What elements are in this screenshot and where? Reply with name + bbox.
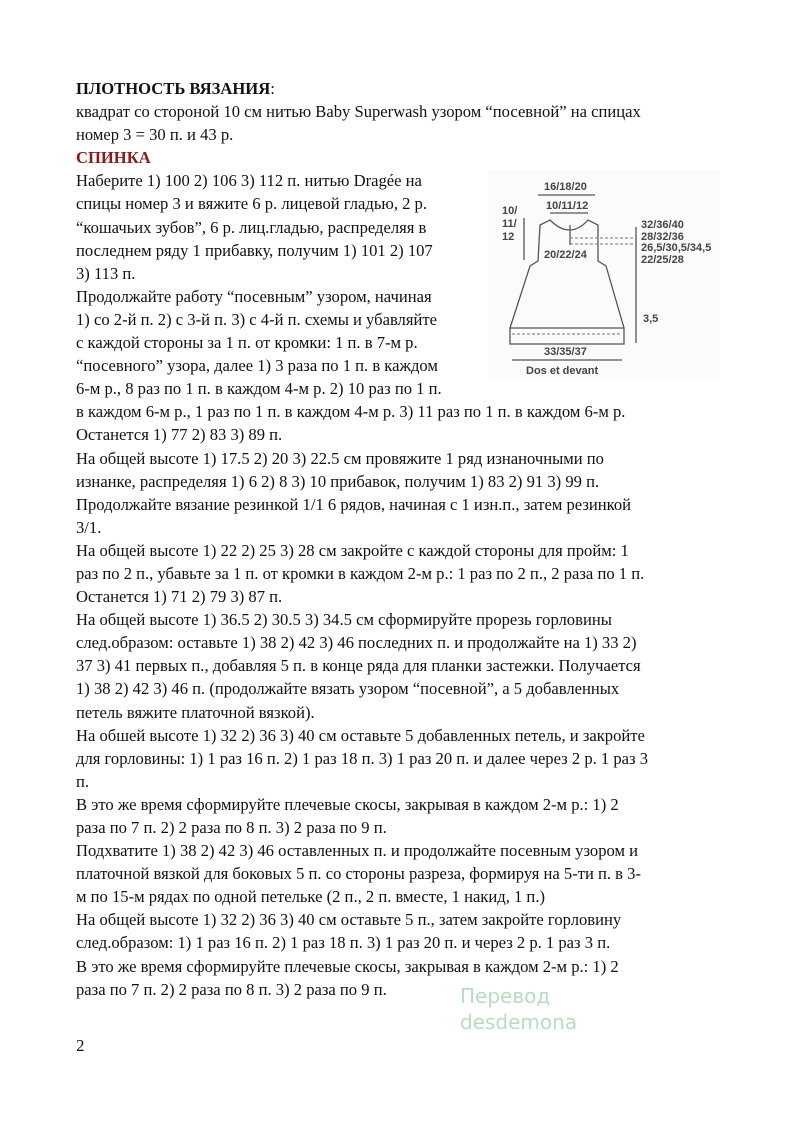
text-line: п. xyxy=(76,771,90,791)
diagram-bottom-width: 33/35/37 xyxy=(544,346,587,358)
text-line: Наберите 1) 100 2) 106 3) 112 п. нитью Dragée на xyxy=(76,171,422,191)
text-line: На общей высоте 1) 36.5 2) 30.5 3) 34.5 см сформируйте прорезь горловины xyxy=(76,610,612,630)
diagram-border-height: 3,5 xyxy=(643,313,659,325)
text-line: в каждом 6-м р., 1 раз по 1 п. в каждом 4-м р. 3) 11 раз по 1 п. в каждом 6-м р. xyxy=(76,402,626,422)
text-line: Останется 1) 77 2) 83 3) 89 п. xyxy=(76,425,283,445)
diagram-height-2: 28/32/36 xyxy=(641,231,684,243)
text-line: На общей высоте 1) 32 2) 36 3) 40 см оставьте 5 п., затем закройте горловину xyxy=(76,910,622,930)
text-line: для горловины: 1) 1 раз 16 п. 2) 1 раз 18 п. 3) 1 раз 20 п. и далее через 2 р. 1 раз 3 xyxy=(76,748,649,768)
text-line: след.образом: 1) 1 раз 16 п. 2) 1 раз 18 п. 3) 1 раз 20 п. и через 2 р. 1 раз 3 п. xyxy=(76,933,611,953)
text-line: петель вяжите платочной вязкой). xyxy=(76,702,315,722)
text-line: след.образом: оставьте 1) 38 2) 42 3) 46 последних п. и продолжайте на 1) 33 2) xyxy=(76,633,637,653)
schematic-diagram xyxy=(488,170,720,380)
text-line: На обшей высоте 1) 32 2) 36 3) 40 см оставьте 5 добавленных петель, и закройте xyxy=(76,725,645,745)
diagram-caption: Dos et devant xyxy=(526,365,599,377)
text-line: платочной вязкой для боковых 5 п. со стороны разреза, формируя на 5-ти п. в 3- xyxy=(76,864,641,884)
diagram-height-1: 32/36/40 xyxy=(641,219,684,231)
text-line: В это же время сформируйте плечевые скосы, закрывая в каждом 2-м р.: 1) 2 xyxy=(76,956,619,976)
watermark-line: desdemona xyxy=(460,1010,578,1034)
watermark xyxy=(460,983,577,1035)
gauge-paragraph xyxy=(76,100,726,146)
text-line: Продолжайте вязание резинкой 1/1 6 рядов, начиная с 1 изн.п., затем резинкой xyxy=(76,494,632,514)
text-line: 3) 113 п. xyxy=(76,263,136,283)
text-line: В это же время сформируйте плечевые скосы, закрывая в каждом 2-м р.: 1) 2 xyxy=(76,794,619,814)
text-line: с каждой стороны за 1 п. от кромки: 1 п. в 7-м р. xyxy=(76,333,418,353)
diagram-neck-width: 10/11/12 xyxy=(546,200,589,212)
gauge-heading-colon: : xyxy=(270,79,275,98)
text-line: Продолжайте работу “посевным” узором, начиная xyxy=(76,286,432,306)
diagram-armhole-3: 12 xyxy=(502,231,515,243)
text-line: “кошачьих зубов”, 6 р. лиц.гладью, распределяя в xyxy=(76,217,427,237)
diagram-armhole-1: 10/ xyxy=(502,205,518,217)
diagram-height-4: 22/25/28 xyxy=(641,254,684,266)
text-line: квадрат со стороной 10 см нитью Baby Superwash узором “посевной” на спицах xyxy=(76,102,641,122)
diagram-height-3: 26,5/30,5/34,5 xyxy=(641,242,712,254)
text-line: “посевного” узора, далее 1) 3 раза по 1 п. в каждом xyxy=(76,356,438,376)
text-line: 3/1. xyxy=(76,517,102,537)
diagram-shoulder-width: 16/18/20 xyxy=(544,181,587,193)
text-line: 1) со 2-й п. 2) с 3-й п. 3) с 4-й п. схемы и убавляйте xyxy=(76,309,437,329)
diagram-armhole-2: 11/ xyxy=(502,218,517,230)
diagram-chest-width: 20/22/24 xyxy=(544,249,587,261)
text-line: Подхватите 1) 38 2) 42 3) 46 оставленных п. и продолжайте посевным узором и xyxy=(76,841,639,861)
text-line: изнанке, распределяя 1) 6 2) 8 3) 10 прибавок, получим 1) 83 2) 91 3) 99 п. xyxy=(76,471,600,491)
back-heading: СПИНКА xyxy=(76,148,151,168)
text-line: 37 3) 41 первых п., добавляя 5 п. в конце ряда для планки застежки. Получается xyxy=(76,656,641,676)
gauge-heading-text: ПЛОТНОСТЬ ВЯЗАНИЯ xyxy=(76,79,271,98)
text-line: раза по 7 п. 2) 2 раза по 8 п. 3) 2 раза по 9 п. xyxy=(76,979,387,999)
text-line: раз по 2 п., убавьте за 1 п. от кромки в каждом 2-м р.: 1 раз по 2 п., 2 раза по 1 п. xyxy=(76,563,645,583)
gauge-heading xyxy=(76,77,726,100)
text-line: Останется 1) 71 2) 79 3) 87 п. xyxy=(76,587,283,607)
text-line: спицы номер 3 и вяжите 6 р. лицевой гладью, 2 р. xyxy=(76,194,428,214)
text-line: 6-м р., 8 раз по 1 п. в каждом 4-м р. 2) 10 раз по 1 п. xyxy=(76,379,442,399)
page-number: 2 xyxy=(76,1036,85,1055)
text-line: На общей высоте 1) 17.5 2) 20 3) 22.5 см провяжите 1 ряд изнаночными по xyxy=(76,448,604,468)
text-line: номер 3 = 30 п. и 43 р. xyxy=(76,125,234,145)
text-line: На общей высоте 1) 22 2) 25 3) 28 см закройте с каждой стороны для пройм: 1 xyxy=(76,540,629,560)
text-line: последнем ряду 1 прибавку, получим 1) 101 2) 107 xyxy=(76,240,433,260)
text-line: 1) 38 2) 42 3) 46 п. (продолжайте вязать узором “посевной”, а 5 добавленных xyxy=(76,679,620,699)
text-line: раза по 7 п. 2) 2 раза по 8 п. 3) 2 раза по 9 п. xyxy=(76,818,387,837)
watermark-line: Перевод xyxy=(460,984,551,1008)
text-line: м по 15-м рядах по одной петельке (2 п., 2 п. вместе, 1 накид, 1 п.) xyxy=(76,887,545,907)
